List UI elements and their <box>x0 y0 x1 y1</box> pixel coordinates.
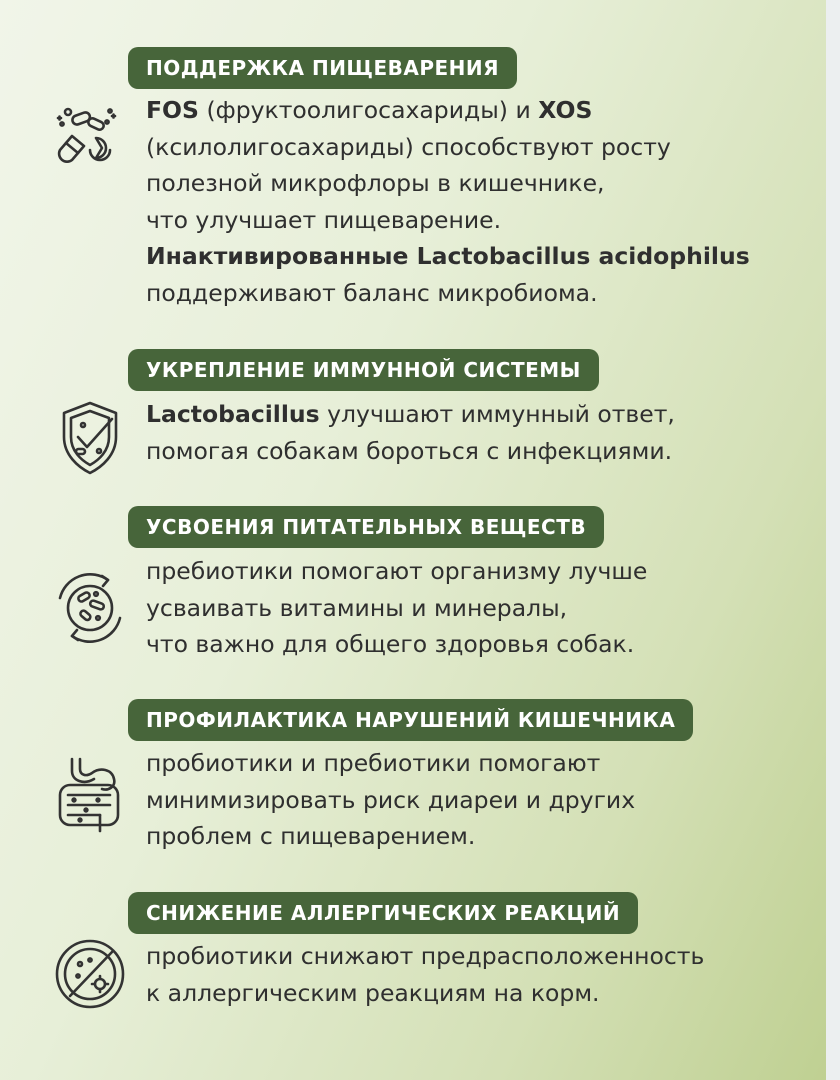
page-edge-strip <box>826 0 840 1080</box>
section-title-badge: СНИЖЕНИЕ АЛЛЕРГИЧЕСКИХ РЕАКЦИЙ <box>128 892 638 934</box>
section-body-text: пробиотики и пребиотики помогают минимизировать риск диареи и других проблем с пищеварением. <box>146 749 636 850</box>
intestine-icon <box>50 755 130 835</box>
probiotic-capsule-icon <box>50 94 130 174</box>
section-title-badge: УСВОЕНИЯ ПИТАТЕЛЬНЫХ ВЕЩЕСТВ <box>128 506 604 548</box>
no-allergen-icon <box>50 934 130 1014</box>
section-title-badge: ПОДДЕРЖКА ПИЩЕВАРЕНИЯ <box>128 47 517 89</box>
bacteria-cycle-icon <box>50 568 130 648</box>
shield-check-icon <box>50 397 130 477</box>
section-body-text: Lactobacillus улучшают иммунный ответ, помогая собакам бороться с инфекциями. <box>146 400 675 465</box>
section-title-badge: ПРОФИЛАКТИКА НАРУШЕНИЙ КИШЕЧНИКА <box>128 699 693 741</box>
section-body-text: пробиотики снижают предрасположенность к аллергическим реакциям на корм. <box>146 942 705 1007</box>
section-body-text: пребиотики помогают организму лучше усваивать витамины и минералы, что важно для общего здоровья собак. <box>146 557 648 658</box>
section-title-badge: УКРЕПЛЕНИЕ ИММУННОЙ СИСТЕМЫ <box>128 349 599 391</box>
section-body-text: FOS (фруктоолигосахариды) и XOS (ксилолигосахариды) способствуют росту полезной микрофлоры в кишечнике, что улучшает пищеварение. Инактивированные Lactobacillus acidophilus поддерживают баланс микробиома. <box>146 96 750 307</box>
